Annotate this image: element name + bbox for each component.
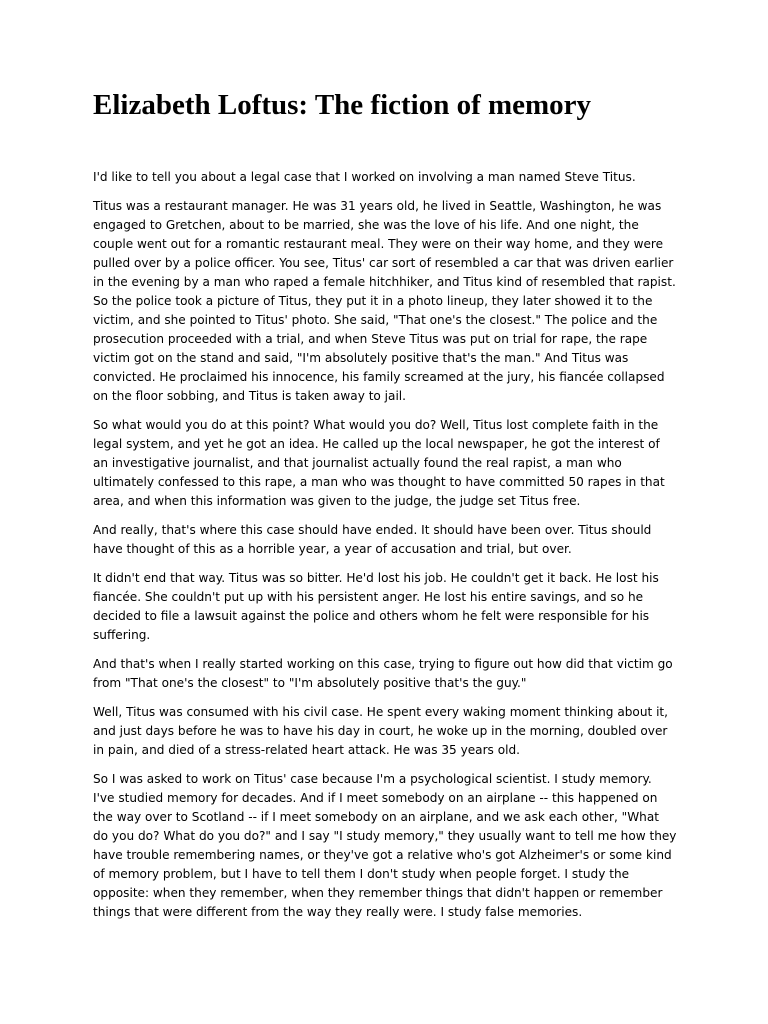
paragraph: Titus was a restaurant manager. He was 31 years old, he lived in Seattle, Washington, he was engaged to Gretchen, about to be married, she was the love of his life. And one night, the couple went out for a romantic restaurant meal. They were on their way home, and they were pulled over by a police officer. You see, Titus' car sort of resembled a car that was driven earlier in the evening by a man who raped a female hitchhiker, and Titus kind of resembled that rapist. So the police took a picture of Titus, they put it in a photo lineup, they later showed it to the victim, and she pointed to Titus' photo. She said, "That one's the closest." The police and the prosecution proceeded with a trial, and when Steve Titus was put on trial for rape, the rape victim got on the stand and said, "I'm absolutely positive that's the man." And Titus was convicted. He proclaimed his innocence, his family screamed at the jury, his fiancée collapsed on the floor sobbing, and Titus is taken away to jail. bbox=[93, 199, 676, 403]
document-body bbox=[93, 168, 677, 932]
paragraph: And really, that's where this case should have ended. It should have been over. Titus should have thought of this as a horrible year, a year of accusation and trial, but over. bbox=[93, 523, 652, 556]
paragraph: So what would you do at this point? What would you do? Well, Titus lost complete faith in the legal system, and yet he got an idea. He called up the local newspaper, he got the interest of an investigative journalist, and that journalist actually found the real rapist, a man who ultimately confessed to this rape, a man who was thought to have committed 50 rapes in that area, and when this information was given to the judge, the judge set Titus free. bbox=[93, 418, 665, 508]
paragraph: I'd like to tell you about a legal case that I worked on involving a man named Steve Titus. bbox=[93, 170, 636, 184]
paragraph: Well, Titus was consumed with his civil case. He spent every waking moment thinking about it, and just days before he was to have his day in court, he woke up in the morning, doubled over in pain, and died of a stress-related heart attack. He was 35 years old. bbox=[93, 705, 669, 757]
paragraph: And that's when I really started working on this case, trying to figure out how did that victim go from "That one's the closest" to "I'm absolutely positive that's the guy." bbox=[93, 657, 673, 690]
paragraph: It didn't end that way. Titus was so bitter. He'd lost his job. He couldn't get it back. He lost his fiancée. She couldn't put up with his persistent anger. He lost his entire savings, and so he decided to file a lawsuit against the police and others whom he felt were responsible for his suffering. bbox=[93, 571, 659, 642]
paragraph: So I was asked to work on Titus' case because I'm a psychological scientist. I study memory. I've studied memory for decades. And if I meet somebody on an airplane -- this happened on the way over to Scotland -- if I meet somebody on an airplane, and we ask each other, "What do you do? What do you do?" and I say "I study memory," they usually want to tell me how they have trouble remembering names, or they've got a relative who's got Alzheimer's or some kind of memory problem, but I have to tell them I don't study when people forget. I study the opposite: when they remember, when they remember things that didn't happen or remember things that were different from the way they really were. I study false memories. bbox=[93, 772, 677, 919]
document-title: Elizabeth Loftus: The fiction of memory bbox=[93, 89, 592, 121]
